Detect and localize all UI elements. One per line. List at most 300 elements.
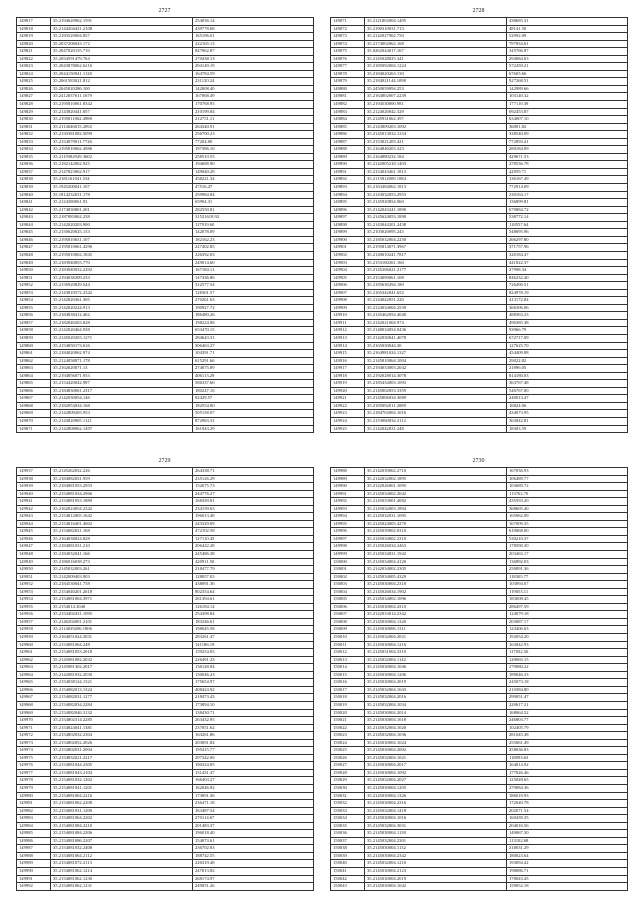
reference-cell: 35.0262044017.167 bbox=[365, 48, 507, 56]
amount-cell: 203091.84 bbox=[193, 739, 314, 747]
record-id-cell: 150037 bbox=[331, 837, 365, 845]
record-id-cell: 149949 bbox=[17, 558, 51, 566]
table-row bbox=[17, 48, 314, 56]
reference-cell: 35.2154402431.1095 bbox=[51, 611, 193, 619]
reference-cell: 35.2143810572.2342 bbox=[51, 289, 193, 297]
record-id-cell: 149951 bbox=[17, 573, 51, 581]
record-id-cell: 149909 bbox=[331, 304, 365, 312]
record-id-cell: 149905 bbox=[331, 274, 365, 282]
reference-cell: 35.2154081062.1231 bbox=[51, 883, 193, 891]
reference-cell: 35.2145624053.1890 bbox=[365, 214, 507, 222]
table-row bbox=[17, 402, 314, 410]
record-id-cell: 150036 bbox=[331, 830, 365, 838]
record-id-cell: 149989 bbox=[17, 860, 51, 868]
table-row bbox=[331, 490, 628, 498]
reference-cell: 35.2145030004.1216 bbox=[365, 641, 507, 649]
amount-cell: 136128.04 bbox=[193, 664, 314, 672]
amount-cell: 814180.03 bbox=[507, 372, 628, 380]
table-row bbox=[17, 626, 314, 634]
table-row bbox=[331, 724, 628, 732]
amount-cell: 282550.81 bbox=[193, 206, 314, 214]
table-row bbox=[17, 551, 314, 559]
record-id-cell: 149850 bbox=[17, 267, 51, 275]
reference-cell: 35.2145030004.1016 bbox=[365, 815, 507, 823]
record-id-cell: 149865 bbox=[17, 380, 51, 388]
amount-cell: 194688.90 bbox=[193, 161, 314, 169]
reference-cell: 35.2145032004.2301 bbox=[365, 837, 507, 845]
amount-cell: 168439.81 bbox=[193, 498, 314, 506]
table-row bbox=[17, 40, 314, 48]
table-row bbox=[331, 709, 628, 717]
amount-cell: 167009.35 bbox=[507, 520, 628, 528]
amount-cell: 249014.60 bbox=[193, 259, 314, 267]
table-row bbox=[17, 191, 314, 199]
amount-cell: 16824.06 bbox=[507, 402, 628, 410]
record-id-cell: 150038 bbox=[331, 845, 365, 853]
reference-cell: 35.2162024054.2342 bbox=[51, 505, 193, 513]
record-id-cell: 149847 bbox=[17, 244, 51, 252]
amount-cell: 165196.01 bbox=[193, 33, 314, 41]
record-id-cell: 149921 bbox=[331, 395, 365, 403]
record-id-cell: 149875 bbox=[331, 48, 365, 56]
table-row bbox=[331, 784, 628, 792]
record-id-cell: 149945 bbox=[17, 528, 51, 536]
record-id-cell: 149941 bbox=[17, 498, 51, 506]
table-row bbox=[17, 656, 314, 664]
amount-cell: 113762.70 bbox=[507, 490, 628, 498]
amount-cell: 243329.09 bbox=[193, 520, 314, 528]
table-row bbox=[331, 498, 628, 506]
reference-cell: 35.2145030006.1311 bbox=[365, 626, 507, 634]
amount-cell: 610068.00 bbox=[507, 528, 628, 536]
table-row bbox=[17, 123, 314, 131]
amount-cell: 170768.95 bbox=[193, 101, 314, 109]
amount-cell: 141186.19 bbox=[193, 641, 314, 649]
page-2730 bbox=[330, 456, 627, 896]
record-id-cell: 149975 bbox=[17, 754, 51, 762]
amount-cell: 67605.66 bbox=[507, 70, 628, 78]
amount-cell: 180023.64 bbox=[507, 852, 628, 860]
reference-cell: 35.2184020263.130 bbox=[365, 70, 507, 78]
amount-cell: 163261.86 bbox=[193, 732, 314, 740]
table-row bbox=[331, 387, 628, 395]
reference-cell: 35.2140610241.7817 bbox=[365, 251, 507, 259]
record-id-cell: 149908 bbox=[331, 297, 365, 305]
reference-cell: 35.2154082031.1277 bbox=[51, 694, 193, 702]
reference-cell: 35.2145030004.1046 bbox=[365, 664, 507, 672]
record-id-cell: 149918 bbox=[331, 372, 365, 380]
amount-cell: 93966.79 bbox=[507, 327, 628, 335]
page-number: 2729 bbox=[158, 458, 171, 464]
reference-cell: 35.2142020464.938 bbox=[51, 327, 193, 335]
amount-cell: 236471.18 bbox=[193, 800, 314, 808]
table-row bbox=[331, 297, 628, 305]
record-id-cell: 149840 bbox=[17, 191, 51, 199]
table-row bbox=[17, 168, 314, 176]
record-id-cell: 149825 bbox=[17, 78, 51, 86]
amount-cell: 368605.40 bbox=[507, 505, 628, 513]
reference-cell: 35.2145030004.1130 bbox=[365, 830, 507, 838]
table-row bbox=[17, 641, 314, 649]
record-id-cell: 150019 bbox=[331, 701, 365, 709]
table-row bbox=[331, 70, 628, 78]
amount-cell: 29022.82 bbox=[507, 357, 628, 365]
record-id-cell: 149879 bbox=[331, 78, 365, 86]
amount-cell: 193094.42 bbox=[507, 860, 628, 868]
table-row bbox=[331, 671, 628, 679]
amount-cell: 173094.10 bbox=[193, 701, 314, 709]
reference-cell: 35.2145030004.2019 bbox=[365, 875, 507, 883]
table-row bbox=[331, 153, 628, 161]
record-id-cell: 149859 bbox=[17, 334, 51, 342]
reference-cell: 35.2145032031.1095 bbox=[365, 513, 507, 521]
amount-cell: 128057.03 bbox=[193, 573, 314, 581]
record-id-cell: 149916 bbox=[331, 357, 365, 365]
reference-cell: 35.2195814071.3967 bbox=[365, 244, 507, 252]
reference-cell: 35.2142020203.900 bbox=[51, 221, 193, 229]
record-id-cell: 149882 bbox=[331, 101, 365, 109]
amount-cell: 435593.20 bbox=[507, 498, 628, 506]
table-row bbox=[17, 78, 314, 86]
reference-cell: 35.2144204431.2108 bbox=[51, 25, 193, 33]
amount-cell: 162046.82 bbox=[193, 784, 314, 792]
reference-cell: 35.2154081062.1230 bbox=[51, 875, 193, 883]
reference-cell: 35.2154081062.1214 bbox=[51, 867, 193, 875]
amount-cell: 270261.63 bbox=[193, 297, 314, 305]
amount-cell: 454409.88 bbox=[507, 350, 628, 358]
reference-cell: 35.2145810064.1004 bbox=[365, 357, 507, 365]
table-row bbox=[17, 513, 314, 521]
amount-cell: 195415.77 bbox=[193, 747, 314, 755]
table-row bbox=[331, 327, 628, 335]
amount-cell: 413172.84 bbox=[507, 297, 628, 305]
amount-cell: 496385.38 bbox=[507, 319, 628, 327]
record-id-cell: 150006 bbox=[331, 603, 365, 611]
record-id-cell: 149971 bbox=[17, 724, 51, 732]
record-id-cell: 149884 bbox=[331, 116, 365, 124]
table-row bbox=[17, 596, 314, 604]
reference-cell: 35.2145039002.0310 bbox=[365, 528, 507, 536]
record-id-cell: 149835 bbox=[17, 153, 51, 161]
table-row bbox=[331, 251, 628, 259]
reference-cell: 35.2154082034.2284 bbox=[51, 701, 193, 709]
amount-cell: 235126.29 bbox=[193, 475, 314, 483]
amount-cell: 117919.60 bbox=[193, 221, 314, 229]
table-row bbox=[331, 289, 628, 297]
reference-cell: 35.2194038209.233 bbox=[51, 274, 193, 282]
reference-cell: 35.1945200041.107 bbox=[51, 184, 193, 192]
record-id-cell: 150023 bbox=[331, 732, 365, 740]
table-row bbox=[17, 161, 314, 169]
record-id-cell: 149984 bbox=[17, 822, 51, 830]
reference-cell: 35.2148034054.9436 bbox=[365, 327, 507, 335]
table-row bbox=[17, 528, 314, 536]
amount-cell: 189046.33 bbox=[507, 671, 628, 679]
amount-cell: 363767.48 bbox=[507, 380, 628, 388]
table-row bbox=[331, 168, 628, 176]
table-row bbox=[331, 395, 628, 403]
record-id-cell: 150022 bbox=[331, 724, 365, 732]
reference-cell: 35.2145030004.1018 bbox=[365, 717, 507, 725]
table-row bbox=[17, 649, 314, 657]
amount-cell: 47516.47 bbox=[193, 184, 314, 192]
reference-cell: 35.2154081062.2208 bbox=[51, 800, 193, 808]
amount-cell: 230164.17 bbox=[507, 191, 628, 199]
amount-cell: 163042.93 bbox=[507, 641, 628, 649]
amount-cell: 345766.87 bbox=[507, 48, 628, 56]
amount-cell: 218473.43 bbox=[193, 694, 314, 702]
reference-cell: 35.2142039062.2710 bbox=[365, 468, 507, 476]
table-row bbox=[17, 274, 314, 282]
table-row bbox=[331, 259, 628, 267]
table-row bbox=[331, 304, 628, 312]
table-row bbox=[331, 319, 628, 327]
record-id-cell: 149876 bbox=[331, 55, 365, 63]
amount-cell: 679884.72 bbox=[507, 206, 628, 214]
table-row bbox=[17, 573, 314, 581]
amount-cell: 190324.85 bbox=[193, 762, 314, 770]
amount-cell: 142008.40 bbox=[193, 85, 314, 93]
record-id-cell: 149819 bbox=[17, 33, 51, 41]
reference-cell: 35.2145030004.2017 bbox=[365, 762, 507, 770]
record-id-cell: 150021 bbox=[331, 717, 365, 725]
reference-cell: 35.2184702004.1016 bbox=[365, 410, 507, 418]
reference-cell: 35.2184838412.462 bbox=[51, 312, 193, 320]
amount-cell: 472102.58 bbox=[193, 528, 314, 536]
table-row bbox=[331, 380, 628, 388]
record-id-cell: 150002 bbox=[331, 573, 365, 581]
table-row bbox=[17, 754, 314, 762]
record-id-cell: 150016 bbox=[331, 679, 365, 687]
record-id-cell: 149873 bbox=[331, 33, 365, 41]
record-id-cell: 149946 bbox=[17, 535, 51, 543]
record-id-cell: 149910 bbox=[331, 312, 365, 320]
table-row bbox=[17, 259, 314, 267]
amount-cell: 306463.27 bbox=[193, 342, 314, 350]
reference-cell: 35.2142030054.146 bbox=[51, 395, 193, 403]
amount-cell: 168064.52 bbox=[507, 709, 628, 717]
record-id-cell: 150010 bbox=[331, 634, 365, 642]
reference-cell: 35.2124020042.329 bbox=[365, 108, 507, 116]
reference-cell: 35.2145262032.226 bbox=[51, 468, 193, 476]
table-row bbox=[331, 229, 628, 237]
record-id-cell: 149956 bbox=[17, 611, 51, 619]
amount-cell: 438685.31 bbox=[507, 18, 628, 26]
record-id-cell: 149970 bbox=[17, 717, 51, 725]
amount-cell: 198045.58 bbox=[193, 626, 314, 634]
amount-cell: 173091.36 bbox=[193, 792, 314, 800]
table-row bbox=[17, 304, 314, 312]
amount-cell: 123406.63 bbox=[507, 626, 628, 634]
record-id-cell: 149991 bbox=[17, 875, 51, 883]
record-id-cell: 149979 bbox=[17, 784, 51, 792]
reference-cell: 35.2145026034.2463 bbox=[365, 543, 507, 551]
reference-cell: 35.2154081043.2104 bbox=[51, 769, 193, 777]
reference-cell: 35.2145030004.1326 bbox=[365, 792, 507, 800]
amount-cell: 102405.79 bbox=[507, 724, 628, 732]
reference-cell: 35.2145030004.2342 bbox=[365, 852, 507, 860]
table-row bbox=[17, 883, 314, 891]
table-row bbox=[17, 581, 314, 589]
record-id-cell: 149826 bbox=[17, 85, 51, 93]
reference-cell: 35.2145034004.4120 bbox=[365, 558, 507, 566]
reference-cell: 35.2154824041.1381 bbox=[51, 724, 193, 732]
table-row bbox=[17, 206, 314, 214]
amount-cell: 182554.00 bbox=[193, 402, 314, 410]
reference-cell: 35.2154081053.2018 bbox=[51, 649, 193, 657]
amount-cell: 312577.54 bbox=[193, 282, 314, 290]
table-row bbox=[331, 184, 628, 192]
record-id-cell: 149822 bbox=[17, 55, 51, 63]
record-id-cell: 149828 bbox=[17, 101, 51, 109]
amount-cell: 167036.93 bbox=[507, 468, 628, 476]
amount-cell: 130046.23 bbox=[193, 671, 314, 679]
amount-cell: 546767.00 bbox=[507, 387, 628, 395]
table-row bbox=[331, 535, 628, 543]
table-row bbox=[331, 357, 628, 365]
record-id-cell: 149964 bbox=[17, 671, 51, 679]
record-id-cell: 150042 bbox=[331, 875, 365, 883]
amount-cell: 261394.61 bbox=[193, 596, 314, 604]
record-id-cell: 149821 bbox=[17, 48, 51, 56]
reference-cell: 35.2184020062.974 bbox=[51, 350, 193, 358]
record-id-cell: 149870 bbox=[17, 417, 51, 425]
amount-cell: 167068.49 bbox=[193, 93, 314, 101]
record-id-cell: 149972 bbox=[17, 732, 51, 740]
reference-cell: 35.2165030044.30 bbox=[365, 342, 507, 350]
record-id-cell: 149829 bbox=[17, 108, 51, 116]
table-row bbox=[331, 581, 628, 589]
table-row bbox=[331, 520, 628, 528]
table-row bbox=[17, 116, 314, 124]
record-id-cell: 149893 bbox=[331, 184, 365, 192]
amount-cell: 245073.18 bbox=[507, 679, 628, 687]
record-id-cell: 149894 bbox=[331, 191, 365, 199]
table-row bbox=[331, 618, 628, 626]
record-id-cell: 150033 bbox=[331, 807, 365, 815]
amount-cell: 190927.72 bbox=[193, 304, 314, 312]
amount-cell: 247813.82 bbox=[193, 867, 314, 875]
records-table bbox=[16, 17, 314, 433]
amount-cell: 218031.29 bbox=[507, 845, 628, 853]
record-id-cell: 149955 bbox=[17, 603, 51, 611]
reference-cell: 35.2147823062.917 bbox=[51, 168, 193, 176]
amount-cell: 250091.36 bbox=[507, 566, 628, 574]
reference-cell: 35.2145030004.1320 bbox=[365, 618, 507, 626]
table-row bbox=[17, 410, 314, 418]
table-row bbox=[17, 395, 314, 403]
table-row bbox=[17, 822, 314, 830]
table-row bbox=[17, 289, 314, 297]
table-row bbox=[17, 85, 314, 93]
record-id-cell: 149991 bbox=[331, 490, 365, 498]
table-row bbox=[331, 282, 628, 290]
table-row bbox=[331, 769, 628, 777]
table-row bbox=[331, 18, 628, 26]
amount-cell: 136899.81 bbox=[507, 199, 628, 207]
amount-cell: 103094.07 bbox=[507, 581, 628, 589]
amount-cell: 366306.06 bbox=[507, 304, 628, 312]
record-id-cell: 149890 bbox=[331, 161, 365, 169]
page-2727 bbox=[16, 6, 313, 446]
table-row bbox=[17, 282, 314, 290]
amount-cell: 197386.10 bbox=[193, 146, 314, 154]
table-row bbox=[331, 372, 628, 380]
record-id-cell: 149868 bbox=[17, 402, 51, 410]
record-id-cell: 149866 bbox=[17, 387, 51, 395]
record-id-cell: 149817 bbox=[17, 18, 51, 26]
amount-cell: 159254.05 bbox=[193, 649, 314, 657]
table-row bbox=[17, 634, 314, 642]
amount-cell: 226319.48 bbox=[193, 860, 314, 868]
amount-cell: 226392.03 bbox=[193, 251, 314, 259]
record-id-cell: 149864 bbox=[17, 372, 51, 380]
amount-cell: 164014.92 bbox=[507, 762, 628, 770]
reference-cell: 35.2154082031.168 bbox=[51, 528, 193, 536]
amount-cell: 278536.78 bbox=[507, 161, 628, 169]
amount-cell: 210384.80 bbox=[507, 686, 628, 694]
page-number: 2730 bbox=[472, 458, 485, 464]
amount-cell: 136892.03 bbox=[507, 558, 628, 566]
amount-cell: 249051.26 bbox=[193, 883, 314, 891]
table-row bbox=[17, 251, 314, 259]
table-row bbox=[17, 860, 314, 868]
amount-cell: 458221.34 bbox=[193, 176, 314, 184]
amount-cell: 106489.77 bbox=[507, 475, 628, 483]
record-id-cell: 149925 bbox=[331, 425, 365, 433]
reference-cell: 35.2145032004.1021 bbox=[365, 754, 507, 762]
reference-cell: 35.2165342041.652 bbox=[365, 289, 507, 297]
amount-cell: 286497.59 bbox=[507, 603, 628, 611]
table-row bbox=[17, 807, 314, 815]
amount-cell: 188742.55 bbox=[193, 852, 314, 860]
amount-cell: 824978.19 bbox=[507, 289, 628, 297]
record-id-cell: 149954 bbox=[17, 596, 51, 604]
amount-cell: 258036.83 bbox=[507, 747, 628, 755]
amount-cell: 198086.71 bbox=[507, 867, 628, 875]
table-row bbox=[17, 505, 314, 513]
reference-cell: 35.2154038124.1321 bbox=[51, 679, 193, 687]
reference-cell: 35.2195810062.1845 bbox=[51, 251, 193, 259]
amount-cell: 118093.63 bbox=[507, 754, 628, 762]
reference-cell: 35.2150620025.153 bbox=[51, 229, 193, 237]
record-id-cell: 149999 bbox=[331, 551, 365, 559]
table-row bbox=[331, 123, 628, 131]
reference-cell: 35.2154081044.2305 bbox=[51, 762, 193, 770]
amount-cell: 149040.28 bbox=[193, 168, 314, 176]
table-row bbox=[331, 822, 628, 830]
record-id-cell: 149832 bbox=[17, 131, 51, 139]
reference-cell: 35.2145034002.2042 bbox=[365, 490, 507, 498]
reference-cell: 35.2142043241.1890 bbox=[365, 206, 507, 214]
amount-cell: 872983.31 bbox=[193, 417, 314, 425]
page-2729 bbox=[16, 456, 313, 896]
table-row bbox=[331, 101, 628, 109]
reference-cell: 35.2142026001.1095 bbox=[365, 483, 507, 491]
reference-cell: 35.2153160261.160 bbox=[365, 259, 507, 267]
amount-cell: 406113.29 bbox=[193, 372, 314, 380]
reference-cell: 35.2154420042.987 bbox=[51, 380, 193, 388]
amount-cell: 204016.56 bbox=[507, 822, 628, 830]
reference-cell: 35.2184830061.2317 bbox=[51, 387, 193, 395]
record-id-cell: 149987 bbox=[17, 845, 51, 853]
reference-cell: 35.2145032004.1210 bbox=[365, 860, 507, 868]
record-id-cell: 149920 bbox=[331, 387, 365, 395]
table-row bbox=[17, 792, 314, 800]
reference-cell: 35.2154802032.2304 bbox=[51, 732, 193, 740]
reference-cell: 35.2142033014.2342 bbox=[365, 611, 507, 619]
amount-cell: 927268.51 bbox=[507, 78, 628, 86]
